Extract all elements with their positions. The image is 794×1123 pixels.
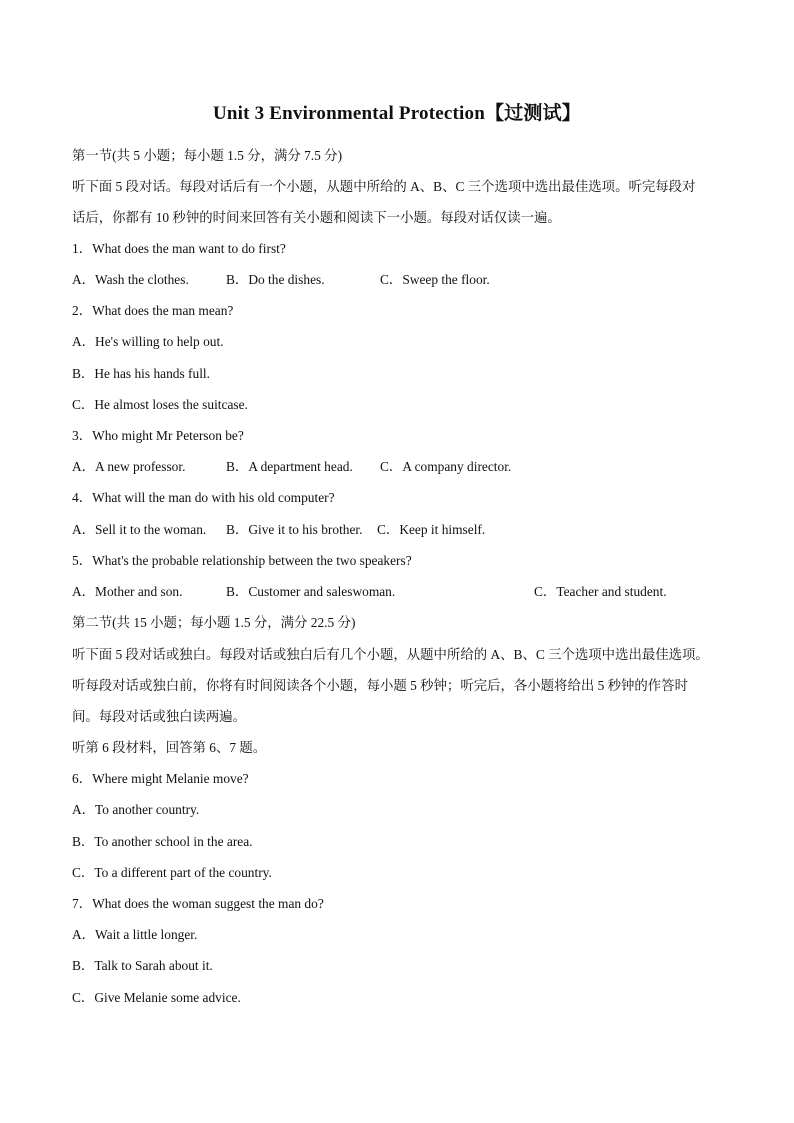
q1-option-b: B．Do the dishes. xyxy=(226,272,325,287)
q6-option-b: B．To another school in the area. xyxy=(72,834,253,849)
section2-instructions-line3: 间。每段对话或独白读两遍。 xyxy=(72,709,247,724)
q3-option-a: A．A new professor. xyxy=(72,459,186,474)
section2-instructions-line1: 听下面 5 段对话或独白。每段对话或独白后有几个小题，从题中所给的 A、B、C 三个选项中选出最佳选项。 xyxy=(72,647,709,662)
q3-option-b: B．A department head. xyxy=(226,459,353,474)
question-1: 1．What does the man want to do first? xyxy=(72,241,286,256)
q5-option-c: C．Teacher and student. xyxy=(534,584,667,599)
question-2: 2．What does the man mean? xyxy=(72,303,234,318)
q6-option-a: A．To another country. xyxy=(72,802,200,817)
material-6-note: 听第 6 段材料，回答第 6、7 题。 xyxy=(72,740,267,755)
page-title: Unit 3 Environmental Protection【过测试】 xyxy=(212,103,581,124)
q6-option-c: C．To a different part of the country. xyxy=(72,865,272,880)
q4-option-c: C．Keep it himself. xyxy=(377,522,486,537)
q2-option-b: B．He has his hands full. xyxy=(72,366,210,381)
q2-option-c: C．He almost loses the suitcase. xyxy=(72,397,248,412)
section1-instructions-line2: 话后，你都有 10 秒钟的时间来回答有关小题和阅读下一小题。每段对话仅读一遍。 xyxy=(72,210,561,225)
q7-option-c: C．Give Melanie some advice. xyxy=(72,990,241,1005)
q7-option-a: A．Wait a little longer. xyxy=(72,927,198,942)
q4-option-b: B．Give it to his brother. xyxy=(226,522,363,537)
q7-option-b: B．Talk to Sarah about it. xyxy=(72,958,213,973)
section2-heading: 第二节(共 15 小题；每小题 1.5 分，满分 22.5 分) xyxy=(72,615,356,630)
q4-option-a: A．Sell it to the woman. xyxy=(72,522,207,537)
q2-option-a: A．He's willing to help out. xyxy=(72,334,224,349)
question-4: 4．What will the man do with his old computer? xyxy=(72,490,335,505)
q3-option-c: C．A company director. xyxy=(380,459,512,474)
question-5: 5．What's the probable relationship between the two speakers? xyxy=(72,553,412,568)
section1-heading: 第一节(共 5 小题；每小题 1.5 分，满分 7.5 分) xyxy=(72,148,343,163)
question-3: 3．Who might Mr Peterson be? xyxy=(72,428,244,443)
section1-instructions-line1: 听下面 5 段对话。每段对话后有一个小题，从题中所给的 A、B、C 三个选项中选出最佳选项。听完每段对 xyxy=(72,179,696,194)
question-6: 6．Where might Melanie move? xyxy=(72,771,249,786)
q1-option-c: C．Sweep the floor. xyxy=(380,272,490,287)
q5-option-a: A．Mother and son. xyxy=(72,584,183,599)
q5-option-b: B．Customer and saleswoman. xyxy=(226,584,396,599)
section2-instructions-line2: 听每段对话或独白前，你将有时间阅读各个小题，每小题 5 秒钟；听完后，各小题将给出 5 秒钟的作答时 xyxy=(72,678,688,693)
question-7: 7．What does the woman suggest the man do? xyxy=(72,896,324,911)
q1-option-a: A．Wash the clothes. xyxy=(72,272,189,287)
